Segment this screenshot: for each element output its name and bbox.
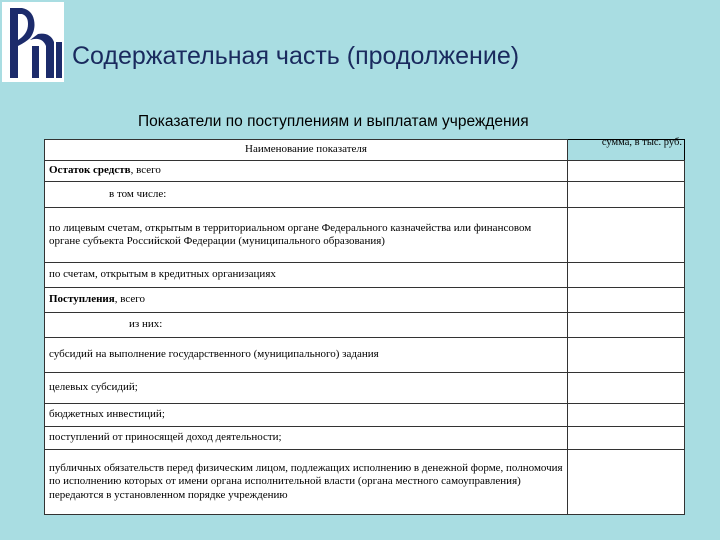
row-label: по лицевым счетам, открытым в территориальном органе Федерального казначейства или финансовом органе субъекта Российской Федерации (муниципального образования) [45, 208, 568, 263]
col-sum-header [568, 137, 685, 161]
row-label: целевых субсидий; [45, 373, 568, 404]
row-label: поступлений от приносящей доход деятельности; [45, 427, 568, 450]
row-value [568, 450, 685, 515]
table-row [45, 404, 685, 427]
table-row [45, 450, 685, 515]
row-value [568, 208, 685, 263]
page-title: Содержательная часть (продолжение) [72, 42, 520, 70]
row-value [568, 182, 685, 208]
row-label-text: , всего [130, 164, 161, 177]
university-logo [2, 2, 64, 82]
row-value [568, 313, 685, 338]
table-row [45, 427, 685, 450]
row-label: из них: [45, 313, 568, 338]
col-name-header: Наименование показателя [45, 140, 568, 161]
row-label: субсидий на выполнение государственного (муниципального) задания [45, 338, 568, 373]
row-label [45, 288, 568, 313]
table-row [45, 208, 685, 263]
row-label: бюджетных инвестиций; [45, 404, 568, 427]
row-value [568, 338, 685, 373]
hse-logo-icon [2, 2, 64, 82]
row-label: по счетам, открытым в кредитных организациях [45, 263, 568, 288]
table-subtitle: Показатели по поступлениям и выплатам учреждения [138, 113, 529, 130]
row-label: публичных обязательств перед физическим лицом, подлежащих исполнению в денежной форме, полномочия по исполнению которых от имени органа исполнительной власти (органа местного самоуправления) передаются в установленном порядке учреждению [45, 450, 568, 515]
row-label: в том числе: [45, 182, 568, 208]
row-value [568, 288, 685, 313]
table-row [45, 161, 685, 182]
row-label-text: , всего [114, 293, 145, 306]
table-row [45, 263, 685, 288]
row-value [568, 427, 685, 450]
row-value [568, 161, 685, 182]
row-label-bold: Остаток средств [49, 164, 131, 177]
row-label-bold: Поступления [49, 293, 115, 306]
row-value [568, 404, 685, 427]
row-value [568, 373, 685, 404]
table-row [45, 313, 685, 338]
indicators-table [44, 139, 685, 515]
row-value [568, 263, 685, 288]
col-sum-header-label: сумма, в тыс. руб. [601, 137, 682, 148]
table-row [45, 338, 685, 373]
table-row [45, 288, 685, 313]
table-row [45, 182, 685, 208]
row-label [45, 161, 568, 182]
table-row [45, 373, 685, 404]
table-header-row [45, 140, 685, 161]
